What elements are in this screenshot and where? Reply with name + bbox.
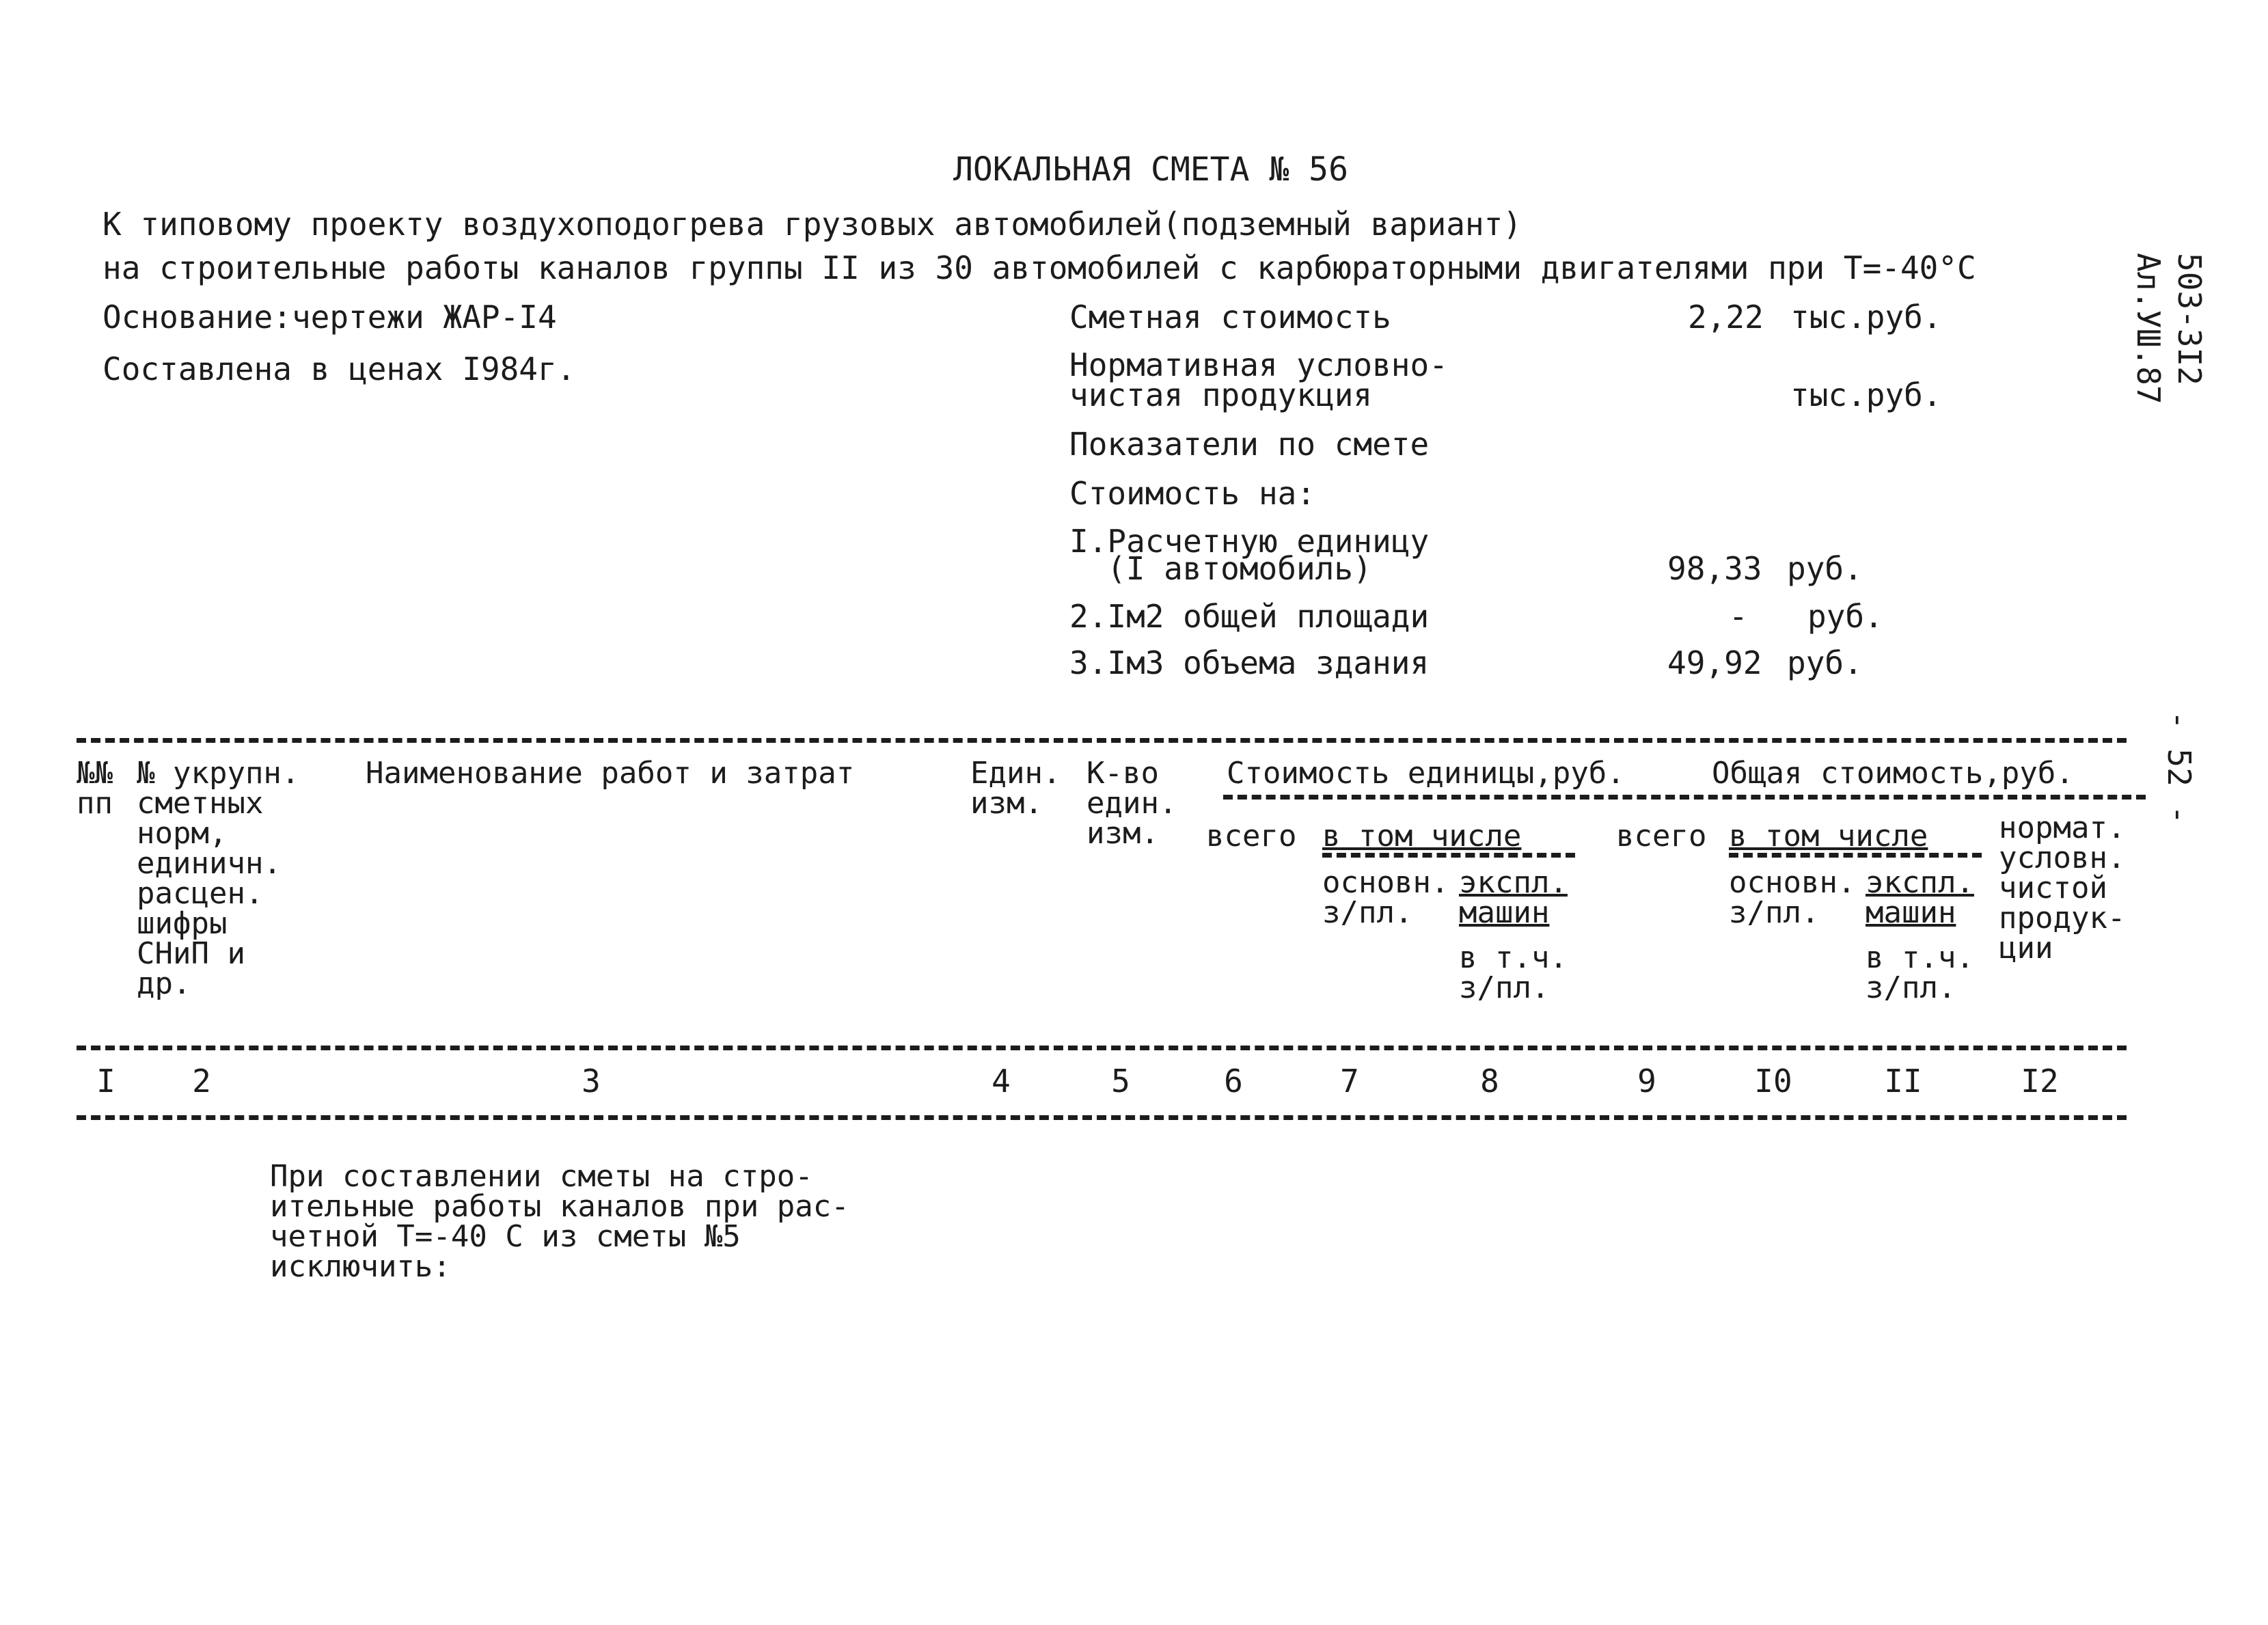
item2-value: -: [1729, 598, 1748, 635]
header-total-basic-wage: основн. з/пл.: [1729, 865, 1856, 930]
norm-label-1: Нормативная условно-: [1069, 346, 1448, 383]
header-unit-incl-wage: в т.ч. з/пл.: [1459, 940, 1568, 1005]
header-unit-total: всего: [1206, 819, 1297, 854]
header-total-incl-wage: в т.ч. з/пл.: [1866, 940, 1974, 1005]
column-number: II: [1884, 1063, 1922, 1100]
column-number: I0: [1754, 1063, 1792, 1100]
subtitle-line-2: на строительные работы каналов группы II из 30 автомобилей с карбюраторными двигателями при Т=-40°С: [103, 249, 1976, 286]
item2-label: 2.Iм2 общей площади: [1069, 598, 1430, 635]
column-number: 2: [192, 1063, 211, 1100]
header-unit: Един. изм.: [970, 756, 1061, 821]
total-incl-rule: [1729, 853, 1982, 858]
header-quantity: К-во един. изм.: [1087, 756, 1177, 851]
header-norm-code: № укрупн. сметных норм, единичн. расцен. шифры СНиП и др.: [137, 756, 300, 1001]
table-numbers-bottom-rule: [77, 1115, 2127, 1120]
header-row-number: №№ пп: [77, 756, 113, 821]
indicators-label: Показатели по смете: [1069, 426, 1430, 463]
item1-value: 98,33: [1667, 550, 1762, 587]
norm-unit: тыс.руб.: [1790, 377, 1942, 413]
column-number: 6: [1224, 1063, 1243, 1100]
header-unit-incl: в том числе: [1322, 819, 1522, 854]
header-normative: нормат. условн. чистой продук- ции: [1999, 810, 2126, 966]
note-text: При составлении сметы на стро- ительные работы каналов при рас- четной Т=-40 С из сметы №5 исключить:: [270, 1159, 849, 1284]
item1-unit: руб.: [1787, 550, 1863, 587]
item3-label: 3.Iм3 объема здания: [1069, 644, 1430, 681]
column-number: 8: [1480, 1063, 1499, 1100]
header-total-machine: экспл. машин: [1866, 865, 1974, 930]
column-number: 9: [1637, 1063, 1656, 1100]
document-title: ЛОКАЛЬНАЯ СМЕТА № 56: [953, 150, 1348, 189]
prices-text: Составлена в ценах I984г.: [103, 351, 576, 387]
column-number: 5: [1111, 1063, 1130, 1100]
cost-group-rule: [1223, 795, 2146, 800]
side-code: 503-3I2: [2171, 253, 2208, 385]
basis-text: Основание:чертежи ЖАР-I4: [103, 299, 557, 336]
header-unit-basic-wage: основн. з/пл.: [1322, 865, 1449, 930]
table-header-bottom-rule: [77, 1046, 2127, 1050]
column-number: I: [96, 1063, 115, 1100]
column-number: 7: [1340, 1063, 1359, 1100]
header-work-name: Наименование работ и затрат: [366, 756, 855, 791]
side-album: Ал.УШ.87: [2130, 253, 2167, 405]
cost-unit: тыс.руб.: [1790, 299, 1942, 336]
column-number: 3: [582, 1063, 601, 1100]
header-unit-machine: экспл. машин: [1459, 865, 1568, 930]
table-top-rule: [77, 738, 2127, 743]
item1-line1: I.Расчетную единицу: [1069, 523, 1430, 560]
item1-line2: (I автомобиль): [1107, 550, 1372, 587]
cost-label: Сметная стоимость: [1069, 299, 1391, 336]
header-unit-cost-group: Стоимость единицы,руб.: [1227, 756, 1625, 791]
item3-unit: руб.: [1787, 644, 1863, 681]
header-total-total: всего: [1616, 819, 1707, 854]
unit-incl-rule: [1322, 853, 1575, 858]
norm-label-2: чистая продукция: [1069, 377, 1373, 413]
header-total-cost-group: Общая стоимость,руб.: [1712, 756, 2074, 791]
header-total-incl: в том числе: [1729, 819, 1928, 854]
page-number: - 52 -: [2161, 711, 2198, 825]
cost-value: 2,22: [1688, 299, 1764, 336]
column-number: I2: [2021, 1063, 2059, 1100]
column-number: 4: [992, 1063, 1011, 1100]
item3-value: 49,92: [1667, 644, 1762, 681]
subtitle-line-1: К типовому проекту воздухоподогрева грузовых автомобилей(подземный вариант): [103, 206, 1522, 243]
item2-unit: руб.: [1807, 598, 1883, 635]
cost-on-label: Стоимость на:: [1069, 475, 1316, 512]
